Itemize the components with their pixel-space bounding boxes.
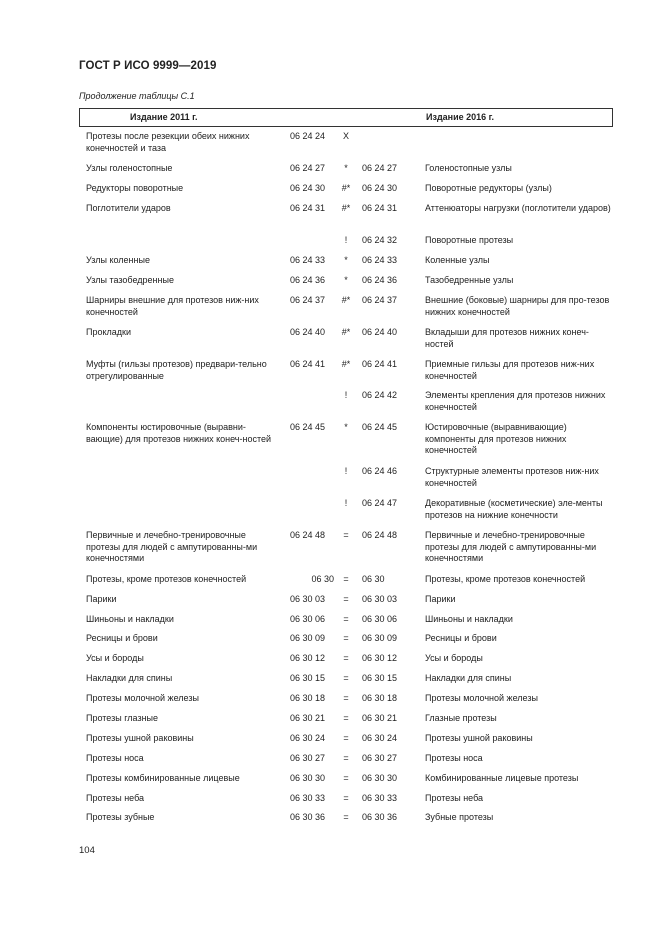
correspondence-symbol: = [343,753,349,763]
old-code: 06 24 33 [290,255,326,265]
correspondence-symbol: ! [344,390,348,400]
new-code: 06 30 09 [362,633,398,643]
old-name: Узлы коленные [86,255,150,265]
old-code: 06 30 06 [290,614,326,624]
correspondence-symbol: = [343,733,349,743]
new-name: Накладки для спины [425,673,512,683]
header-new-edition: Издание 2016 г. [426,112,495,122]
old-name: Протезы ушной раковины [86,733,194,743]
new-name: Первичные и лечебно-тренировочные протезы для людей с ампутированны-ми конечностями [425,530,597,563]
old-name: Протезы зубные [86,812,155,822]
correspondence-symbol: = [343,614,349,624]
new-code: 06 24 36 [362,275,398,285]
old-code: 06 24 30 [290,183,326,193]
correspondence-symbol: = [343,713,349,723]
old-name: Протезы молочной железы [86,693,199,703]
correspondence-symbol: = [343,653,349,663]
new-code: 06 30 15 [362,673,398,683]
old-code: 06 30 03 [290,594,326,604]
old-name: Усы и бороды [86,653,144,663]
old-name: Прокладки [86,327,131,337]
old-name: Протезы, кроме протезов конечностей [86,574,247,584]
old-code: 06 24 48 [290,530,326,540]
old-name: Ресницы и брови [86,633,158,643]
correspondence-symbol: = [343,530,349,540]
new-code: 06 24 47 [362,498,398,508]
new-code: 06 24 32 [362,235,398,245]
correspondence-symbol: ! [344,235,348,245]
old-code: 06 30 33 [290,793,326,803]
correspondence-symbol: = [343,594,349,604]
new-name: Ресницы и брови [425,633,497,643]
old-name: Протезы после резекции обеих нижних конечностей и таза [86,131,250,153]
new-code: 06 24 48 [362,530,398,540]
new-code: 06 30 30 [362,773,398,783]
document-title: ГОСТ Р ИСО 9999—2019 [79,60,217,72]
new-code: 06 30 33 [362,793,398,803]
old-code: 06 30 24 [290,733,326,743]
new-code: 06 24 33 [362,255,398,265]
correspondence-symbol: = [343,673,349,683]
new-name: Глазные протезы [425,713,497,723]
correspondence-symbol: #* [341,183,351,193]
new-code: 06 30 36 [362,812,398,822]
new-name: Протезы носа [425,753,483,763]
new-code: 06 30 21 [362,713,398,723]
new-name: Шиньоны и накладки [425,614,513,624]
new-name: Комбинированные лицевые протезы [425,773,579,783]
old-name: Шиньоны и накладки [86,614,174,624]
old-name: Редукторы поворотные [86,183,184,193]
old-code: 06 24 40 [290,327,326,337]
new-name: Вкладыши для протезов нижних конеч-ностей [425,327,589,349]
new-name: Протезы ушной раковины [425,733,533,743]
old-code: 06 30 36 [290,812,326,822]
old-name: Первичные и лечебно-тренировочные протезы для людей с ампутированны-ми конечностями [86,530,258,563]
old-code: 06 30 27 [290,753,326,763]
new-name: Структурные элементы протезов ниж-них конечностей [425,466,599,488]
new-code: 06 24 30 [362,183,398,193]
old-name: Узлы тазобедренные [86,275,174,285]
new-code: 06 24 37 [362,295,398,305]
correspondence-symbol: * [344,255,348,265]
old-name: Протезы неба [86,793,145,803]
new-name: Элементы крепления для протезов нижних конечностей [425,390,606,412]
correspondence-symbol: = [343,693,349,703]
old-code: 06 30 15 [290,673,326,683]
correspondence-symbol: #* [341,203,351,213]
new-code: 06 24 46 [362,466,398,476]
correspondence-symbol: = [343,793,349,803]
old-code: 06 30 12 [290,653,326,663]
new-name: Протезы молочной железы [425,693,538,703]
new-name: Юстировочные (выравнивающие) компоненты для протезов нижних конечностей [425,422,567,455]
old-name: Узлы голеностопные [86,163,173,173]
new-name: Коленные узлы [425,255,490,265]
correspondence-symbol: #* [341,359,351,369]
old-code: 06 24 36 [290,275,326,285]
new-code: 06 30 06 [362,614,398,624]
page-number: 104 [79,845,95,856]
correspondence-symbol: * [344,422,348,432]
old-name: Протезы комбинированные лицевые [86,773,240,783]
correspondence-symbol: #* [341,327,351,337]
correspondence-symbol: * [344,275,348,285]
new-code: 06 24 31 [362,203,398,213]
correspondence-symbol: = [343,574,349,584]
new-code: 06 30 12 [362,653,398,663]
new-name: Протезы, кроме протезов конечностей [425,574,586,584]
old-code: 06 24 37 [290,295,326,305]
correspondence-symbol: = [343,633,349,643]
old-name: Поглотители ударов [86,203,171,213]
new-name: Тазобедренные узлы [425,275,514,285]
new-code: 06 24 41 [362,359,398,369]
correspondence-symbol: = [343,773,349,783]
new-name: Поворотные редукторы (узлы) [425,183,552,193]
new-code: 06 30 27 [362,753,398,763]
new-code: 06 30 18 [362,693,398,703]
new-code: 06 24 42 [362,390,398,400]
old-code: 06 30 21 [290,713,326,723]
old-code: 06 30 30 [290,773,326,783]
new-name: Декоративные (косметические) эле-менты протезов на нижние конечности [425,498,603,520]
old-code: 06 24 45 [290,422,326,432]
old-code: 06 30 09 [290,633,326,643]
old-code: 06 30 [311,574,334,584]
new-name: Аттенюаторы нагрузки (поглотители ударов) [425,203,611,213]
new-code: 06 30 24 [362,733,398,743]
new-name: Внешние (боковые) шарниры для про-тезов нижних конечностей [425,295,610,317]
new-code: 06 24 40 [362,327,398,337]
correspondence-symbol: #* [341,295,351,305]
old-code: 06 24 41 [290,359,326,369]
old-code: 06 30 18 [290,693,326,703]
correspondence-symbol: * [344,163,348,173]
new-name: Парики [425,594,456,604]
new-name: Протезы неба [425,793,484,803]
correspondence-symbol: X [342,131,349,141]
old-name: Протезы носа [86,753,144,763]
old-code: 06 24 27 [290,163,326,173]
new-code: 06 24 45 [362,422,398,432]
old-code: 06 24 31 [290,203,326,213]
table-caption: Продолжение таблицы С.1 [79,91,195,101]
old-name: Компоненты юстировочные (выравни-вающие) для протезов нижних конеч-ностей [86,422,272,444]
new-code: 06 24 27 [362,163,398,173]
new-name: Голеностопные узлы [425,163,512,173]
old-name: Накладки для спины [86,673,173,683]
new-code: 06 30 03 [362,594,398,604]
header-old-edition: Издание 2011 г. [130,112,198,122]
new-name: Поворотные протезы [425,235,514,245]
new-name: Усы и бороды [425,653,483,663]
new-name: Зубные протезы [425,812,494,822]
new-name: Приемные гильзы для протезов ниж-них конечностей [425,359,595,381]
correspondence-symbol: ! [344,498,348,508]
old-code: 06 24 24 [290,131,326,141]
old-name: Парики [86,594,117,604]
old-name: Муфты (гильзы протезов) предвари-тельно отрегулированные [86,359,267,381]
correspondence-symbol: ! [344,466,348,476]
correspondence-symbol: = [343,812,349,822]
old-name: Шарниры внешние для протезов ниж-них конечностей [86,295,259,317]
new-code: 06 30 [362,574,385,584]
old-name: Протезы глазные [86,713,159,723]
